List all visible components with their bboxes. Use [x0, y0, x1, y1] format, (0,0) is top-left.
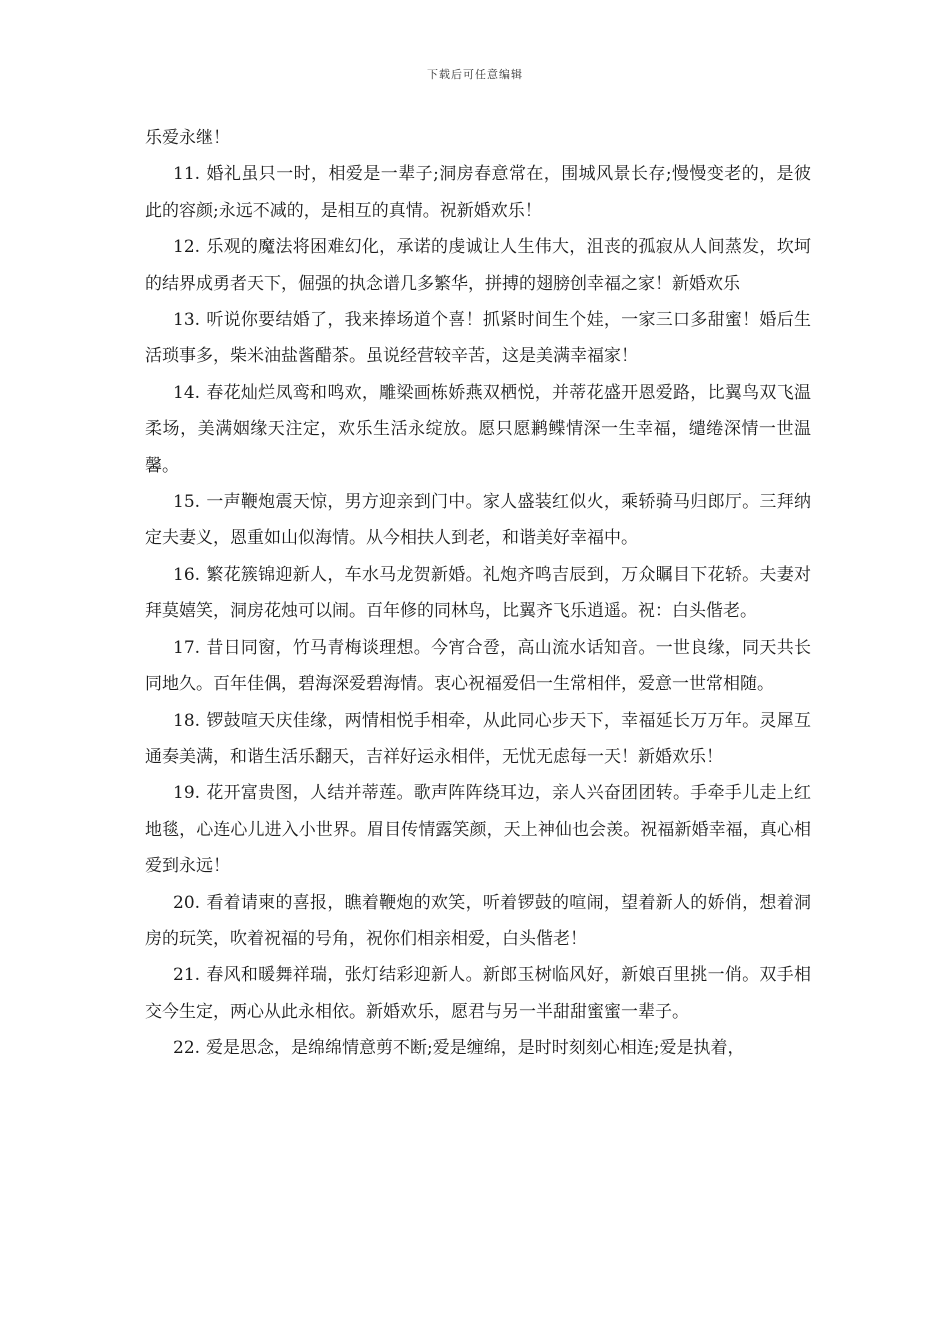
- item-number: 21.: [173, 965, 201, 986]
- list-item: [145, 885, 811, 958]
- item-number: 17.: [173, 637, 201, 658]
- item-text: 婚礼虽只一时，相爱是一辈子;洞房春意常在，围城风景长存;慢慢变老的，是彼此的容颜;永远不减的，是相互的真情。祝新婚欢乐！: [145, 164, 811, 221]
- item-text: 看着请柬的喜报，瞧着鞭炮的欢笑，听着锣鼓的喧闹，望着新人的娇俏，想着洞房的玩笑，吹着祝福的号角，祝你们相亲相爱，白头偕老！: [145, 892, 811, 949]
- list-item: [145, 957, 811, 1030]
- item-number: 22.: [173, 1038, 201, 1059]
- list-item: [145, 375, 811, 484]
- item-number: 15.: [173, 492, 201, 513]
- item-number: 11.: [173, 164, 201, 185]
- continuation-paragraph: 乐爱永继！: [145, 128, 230, 148]
- list-item: [145, 775, 811, 884]
- item-number: 20.: [173, 892, 201, 913]
- list-item: [145, 302, 811, 375]
- item-text: 锣鼓喧天庆佳缘，两情相悦手相牵，从此同心步天下，幸福延长万万年。灵犀互通奏美满，和谐生活乐翻天，吉祥好运永相伴，无忧无虑每一天！新婚欢乐！: [145, 710, 811, 767]
- list-item: [145, 703, 811, 776]
- document-body: [145, 120, 811, 1067]
- list-item: [145, 229, 811, 302]
- list-item: [145, 557, 811, 630]
- list-item: [145, 1030, 811, 1066]
- item-text: 乐观的魔法将困难幻化，承诺的虔诚让人生伟大，沮丧的孤寂从人间蒸发，坎坷的结界成勇者天下，倔强的执念谱几多繁华，拼搏的翅膀创幸福之家！新婚欢乐: [145, 237, 811, 294]
- item-text: 昔日同窗，竹马青梅谈理想。今宵合卺，高山流水话知音。一世良缘，同天共长同地久。百年佳偶，碧海深爱碧海情。衷心祝福爱侣一生常相伴，爱意一世常相随。: [145, 637, 811, 695]
- list-item: [145, 156, 811, 229]
- item-text: 听说你要结婚了，我来捧场道个喜！抓紧时间生个娃，一家三口多甜蜜！婚后生活琐事多，柴米油盐酱醋茶。虽说经营较辛苦，这是美满幸福家！: [145, 310, 811, 367]
- item-text: 繁花簇锦迎新人，车水马龙贺新婚。礼炮齐鸣吉辰到，万众瞩目下花轿。夫妻对拜莫嬉笑，洞房花烛可以闹。百年修的同林鸟，比翼齐飞乐逍遥。祝：白头偕老。: [145, 564, 811, 622]
- list-item: [145, 630, 811, 703]
- item-number: 18.: [173, 710, 201, 731]
- item-number: 12.: [173, 237, 201, 258]
- item-text: 爱是思念，是绵绵情意剪不断;爱是缠绵，是时时刻刻心相连;爱是执着，: [206, 1038, 745, 1059]
- item-text: 一声鞭炮震天惊，男方迎亲到门中。家人盛装红似火，乘轿骑马归郎厅。三拜纳定夫妻义，恩重如山似海情。从今相扶人到老，和谐美好幸福中。: [145, 492, 811, 549]
- item-number: 19.: [173, 783, 201, 804]
- item-text: 春花灿烂凤鸾和鸣欢，雕梁画栋娇燕双栖悦，并蒂花盛开恩爱路，比翼鸟双飞温柔场，美满姻缘天注定，欢乐生活永绽放。愿只愿鹣鲽情深一生幸福，缱绻深情一世温馨。: [145, 382, 811, 476]
- item-number: 16.: [173, 564, 201, 585]
- item-number: 14.: [173, 382, 201, 403]
- item-number: 13.: [173, 310, 201, 331]
- list-item: [145, 484, 811, 557]
- item-text: 春风和暖舞祥瑞，张灯结彩迎新人。新郎玉树临风好，新娘百里挑一俏。双手相交今生定，两心从此永相依。新婚欢乐，愿君与另一半甜甜蜜蜜一辈子。: [145, 965, 811, 1022]
- page-header: 下载后可任意编辑: [427, 68, 523, 81]
- item-text: 花开富贵图，人结并蒂莲。歌声阵阵绕耳边，亲人兴奋团团转。手牵手儿走上红地毯，心连心儿进入小世界。眉目传情露笑颜，天上神仙也会羡。祝福新婚幸福，真心相爱到永远！: [145, 783, 811, 877]
